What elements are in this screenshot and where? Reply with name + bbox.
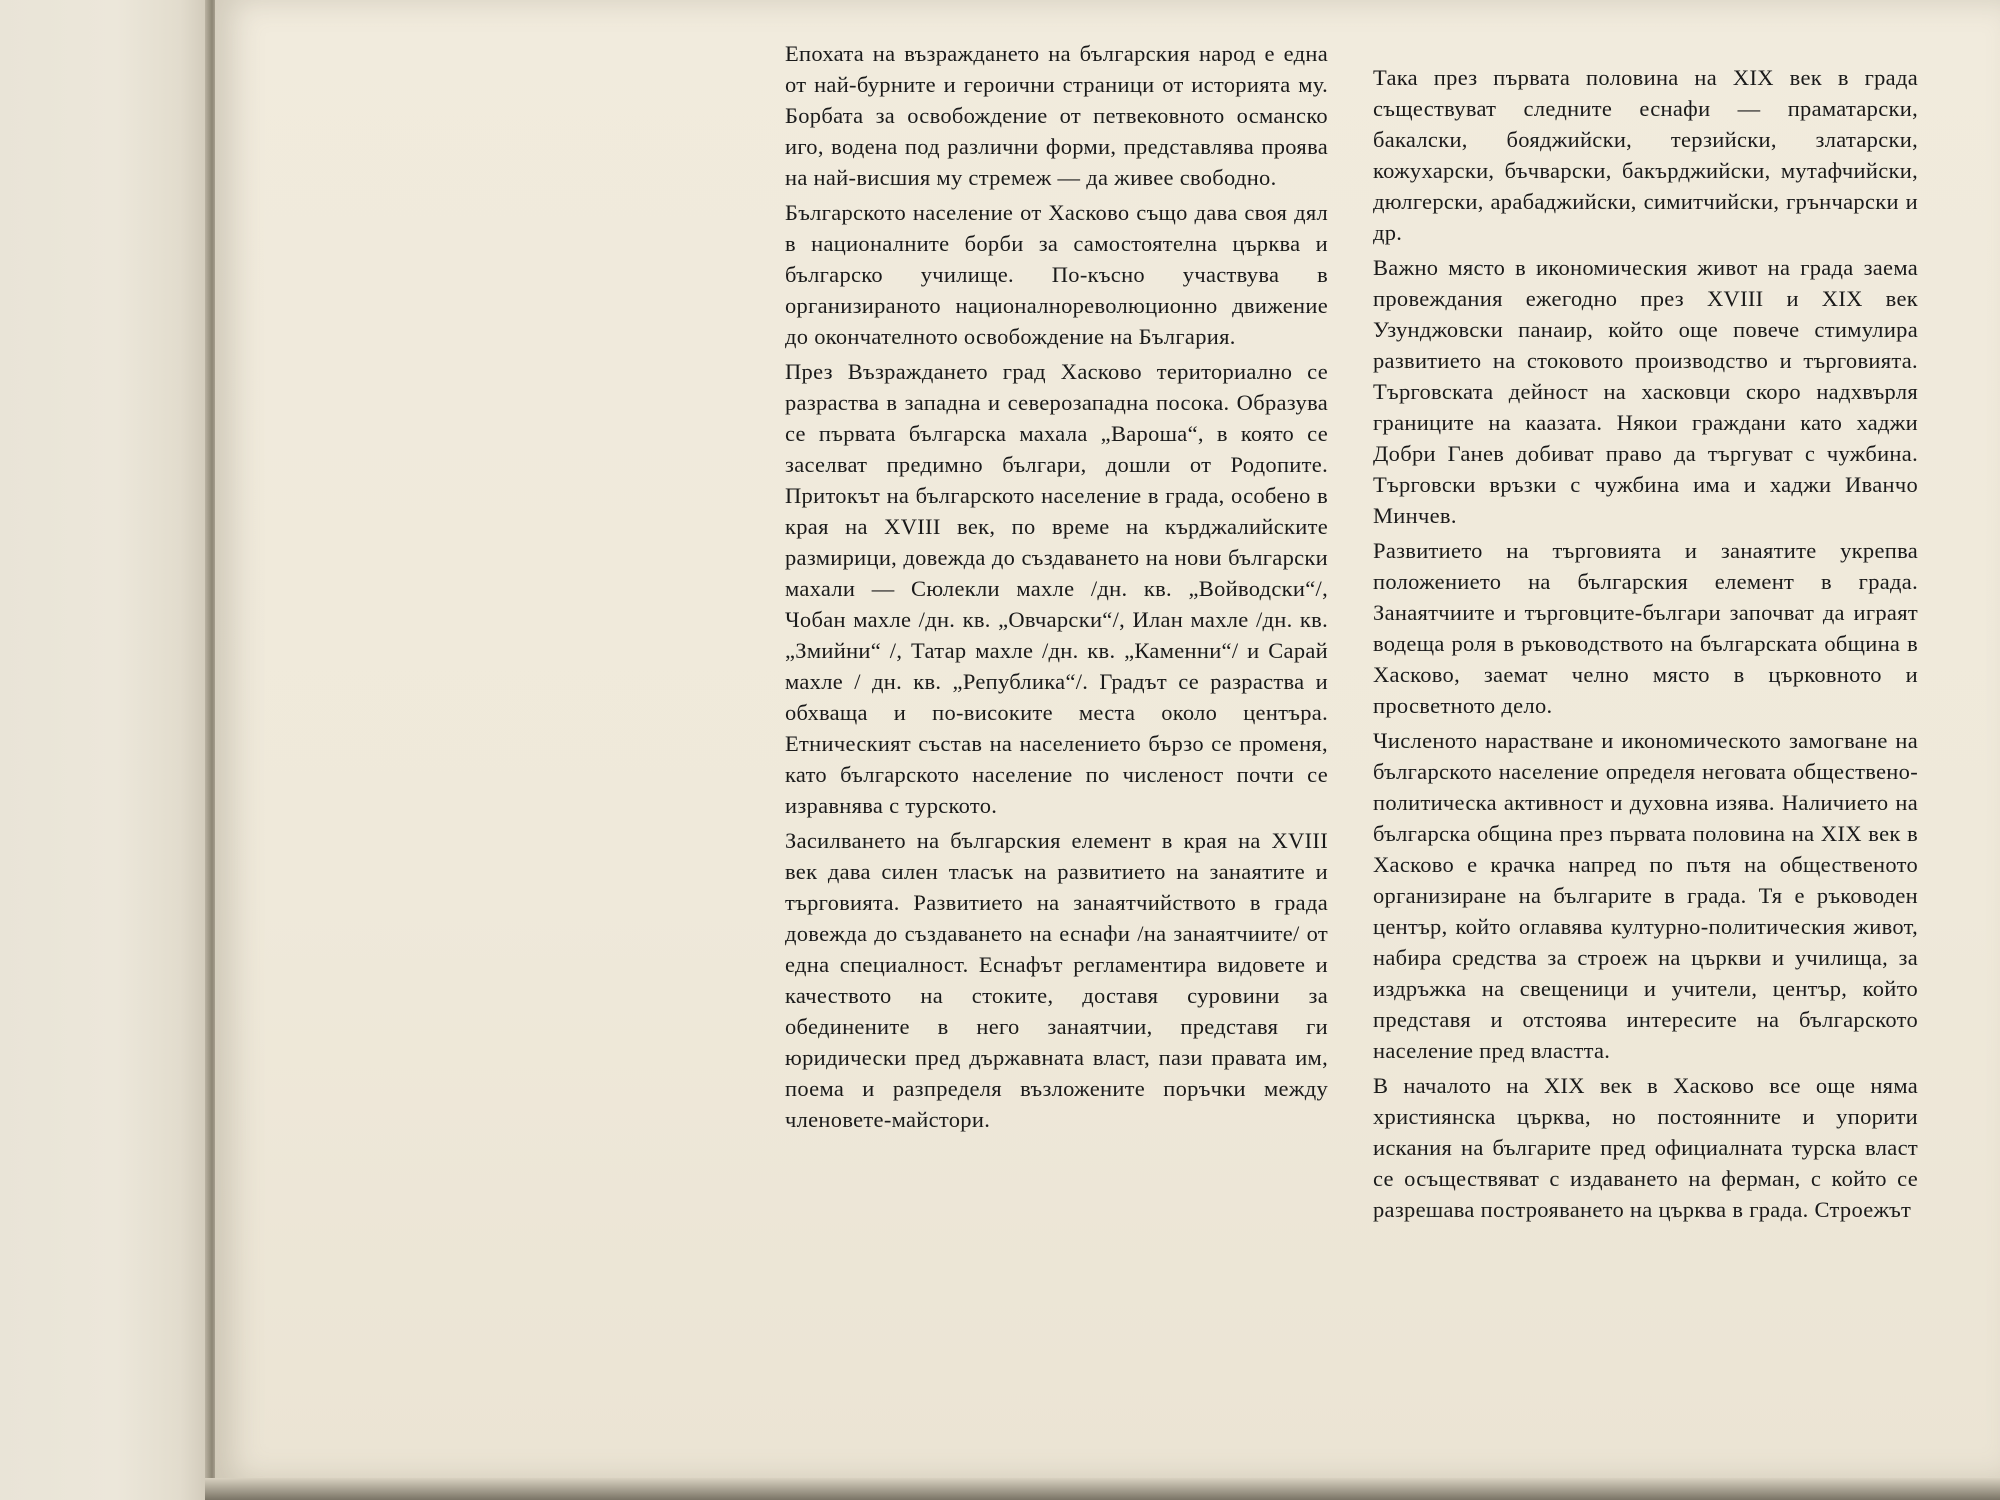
paragraph: Българското население от Хасково също дава своя дял в националните борби за самостоятелна църква и българско училище. По-късно участвува в организираното националнореволюционно движение до окончателното освобождение на България. <box>785 200 1328 349</box>
paragraph: Епохата на възраждането на българския народ е една от най-бурните и героични страници от историята му. Борбата за освобождение от петвековното османско иго, водена под различни форми, представлява проява на най-висшия му стремеж — да живее свободно. <box>785 41 1328 190</box>
text-column-right <box>1373 62 1918 1229</box>
paragraph: През Възраждането град Хасково териториално се разраства в западна и северозападна посока. Образува се първата българска махала „Вароша“, в която се заселват предимно българи, дошли от Родопите. Притокът на българското население в града, особено в края на XVIII век, по време на кърджалийските размирици, довежда до създаването на нови български махали — Сюлекли махле /дн. кв. „Войводски“/, Чобан махле /дн. кв. „Овчарски“/, Илан махле /дн. кв. „Змийни“ /, Татар махле /дн. кв. „Каменни“/ и Сарай махле / дн. кв. „Република“/. Градът се разраства и обхваща и по-високите места около центъра. Етническият състав на населението бързо се променя, като българското население по численост почти се изравнява с турското. <box>785 359 1328 818</box>
text-column-left <box>785 38 1328 1139</box>
paragraph: Засилването на българския елемент в края на XVIII век дава силен тласък на развитието на занаятите и търговията. Развитието на занаятчийството в града довежда до създаването на еснафи /на занаятчиите/ от една специалност. Еснафът регламентира видовете и качеството на стоките, доставя суровини за обединените в него занаятчии, представя ги юридически пред държавната власт, пази правата им, поема и разпределя възложените поръчки между членовете-майстори. <box>785 828 1328 1132</box>
paragraph: Така през първата половина на XIX век в града съществуват следните еснафи — праматарски, бакалски, бояджийски, терзийски, златарски, кожухарски, бъчварски, бакърджийски, мутафчийски, дюлгерски, арабаджийски, симитчийски, грънчарски и др. <box>1373 65 1918 245</box>
paragraph: В началото на XIX век в Хасково все още няма християнска църква, но постоянните и упорити искания на българите пред официалната турска власт се осъществяват с издаването на ферман, с който се разрешава построяването на църква в града. Строежът <box>1373 1073 1918 1222</box>
page-bottom-edge <box>205 1478 2000 1500</box>
paragraph: Численото нарастване и икономическото замогване на българското население определя неговата обществено-политическа активност и духовна изява. Наличието на българска община през първата половина на XIX век в Хасково е крачка напред по пътя на общественото организиране на българите в града. Тя е ръководен център, който оглавява културно-политическия живот, набира средства за строеж на църкви и училища, за издръжка на свещеници и учители, център, който представя и отстоява интересите на българското население пред властта. <box>1373 728 1918 1063</box>
paragraph: Важно място в икономическия живот на града заема провеждания ежегодно през XVIII и XIX век Узунджовски панаир, който още повече стимулира развитието на стоковото производство и търговията. Търговската дейност на хасковци скоро надхвърля границите на каазата. Някои граждани като хаджи Добри Ганев добиват право да търгуват с чужбина. Търговски връзки с чужбина има и хаджи Иванчо Минчев. <box>1373 255 1918 528</box>
left-page <box>0 0 212 1500</box>
paragraph: Развитието на търговията и занаятите укрепва положението на българския елемент в града. Занаятчиите и търговците-българи започват да играят водеща роля в ръководството на българската община в Хасково, заемат челно място в църковното и просветното дело. <box>1373 538 1918 718</box>
